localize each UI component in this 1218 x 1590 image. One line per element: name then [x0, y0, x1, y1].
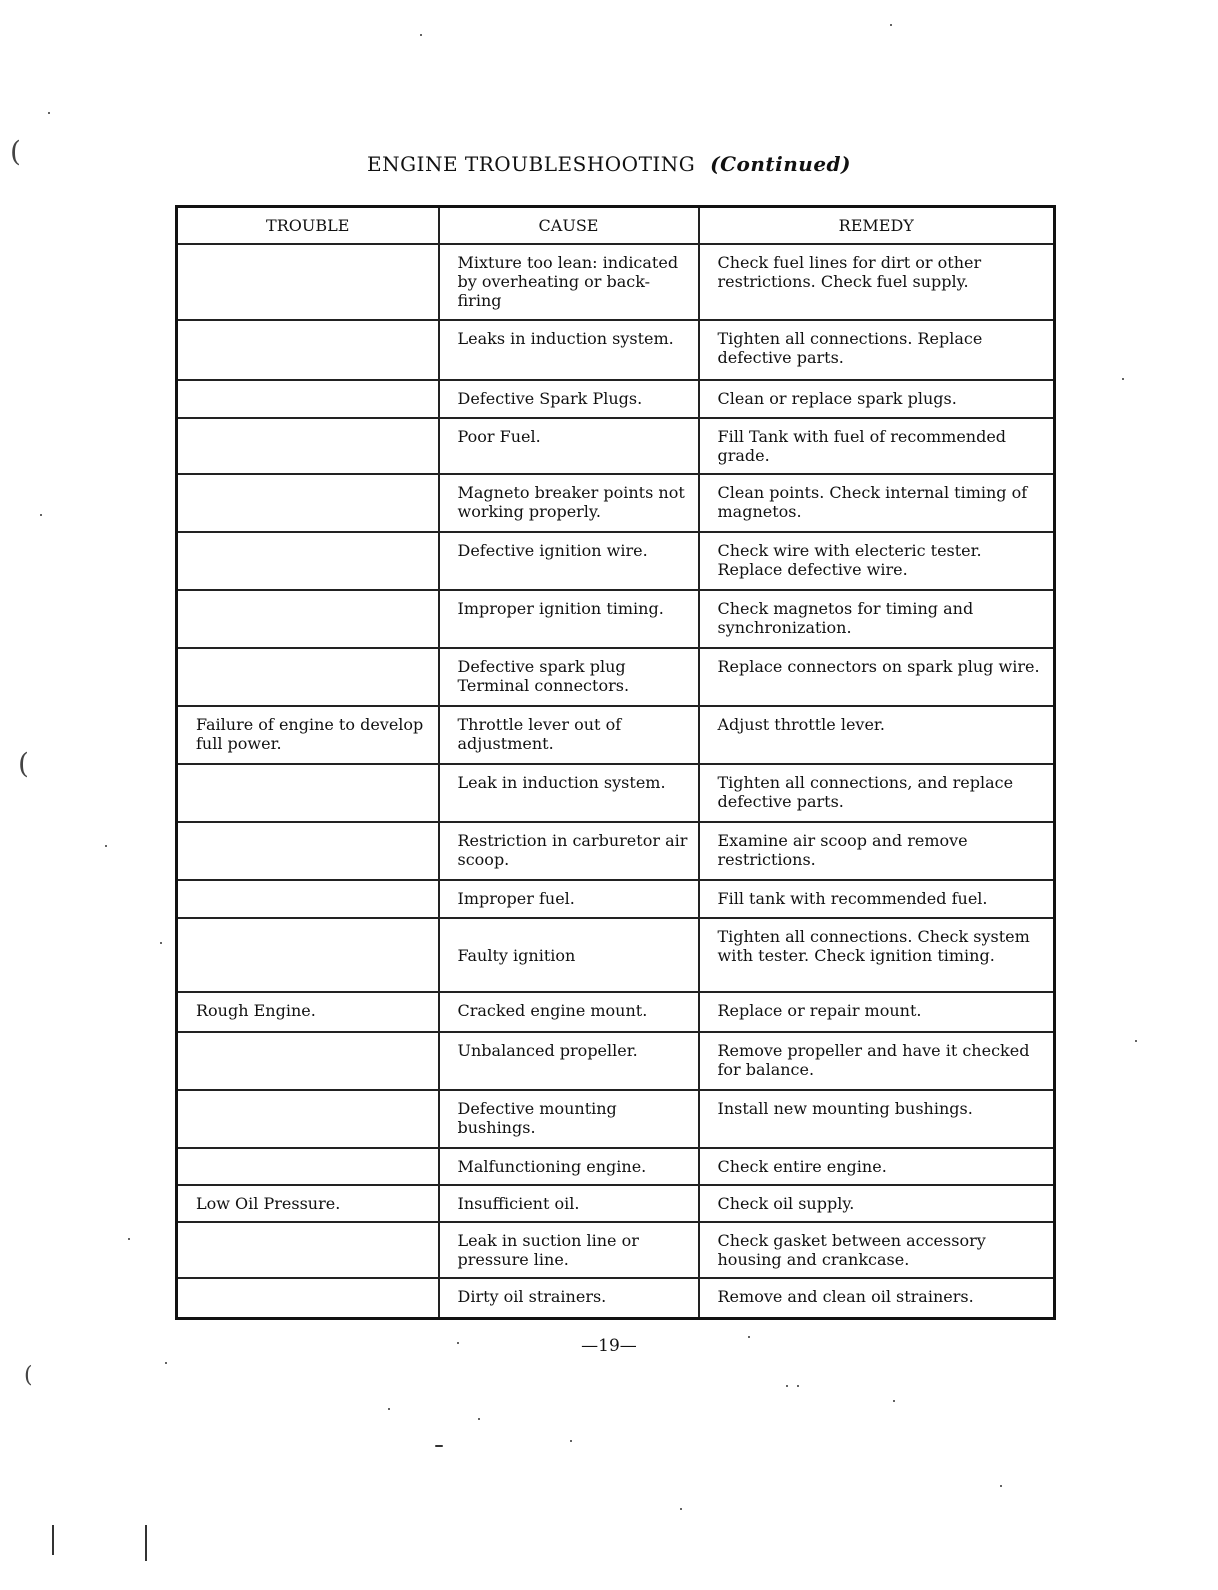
cause-cell: Leak in induction system.: [439, 764, 699, 822]
remedy-cell: Check oil supply.: [699, 1185, 1055, 1222]
scan-artifact: [52, 1525, 54, 1555]
scan-artifact: [748, 1336, 750, 1338]
table-row: [177, 992, 1055, 1032]
cause-cell: Faulty ignition: [439, 918, 699, 992]
cause-cell: Improper fuel.: [439, 880, 699, 918]
remedy-cell: Install new mounting bushings.: [699, 1090, 1055, 1148]
cause-cell: Mixture too lean: indicated by overheating or back-firing: [439, 244, 699, 320]
table-row: [177, 474, 1055, 532]
scan-artifact: [1122, 378, 1124, 380]
cause-cell: Magneto breaker points not working properly.: [439, 474, 699, 532]
table-row: [177, 764, 1055, 822]
table-row: [177, 1278, 1055, 1318]
trouble-cell: Rough Engine.: [177, 992, 439, 1032]
scan-artifact: [478, 1418, 480, 1420]
table-row: [177, 1090, 1055, 1148]
remedy-cell: Check entire engine.: [699, 1148, 1055, 1185]
scan-artifact: [160, 942, 162, 944]
table-row: [177, 1032, 1055, 1090]
scan-artifact: (: [18, 747, 29, 780]
scan-artifact: (: [10, 135, 21, 168]
cause-cell: Restriction in carburetor air scoop.: [439, 822, 699, 880]
scan-artifact: [435, 1445, 443, 1447]
scan-artifact: [128, 1238, 130, 1240]
cause-cell: Defective Spark Plugs.: [439, 380, 699, 418]
remedy-cell: Adjust throttle lever.: [699, 706, 1055, 764]
table-row: [177, 532, 1055, 590]
cause-cell: Leak in suction line or pressure line.: [439, 1222, 699, 1278]
remedy-cell: Check wire with electeric tester. Replace defective wire.: [699, 532, 1055, 590]
trouble-cell: [177, 1278, 439, 1318]
cause-cell: Improper ignition timing.: [439, 590, 699, 648]
scan-artifact: [893, 1400, 895, 1402]
page-title: [0, 152, 1218, 176]
scan-artifact: [570, 1440, 572, 1442]
header-cause: CAUSE: [439, 207, 699, 245]
title-main: ENGINE TROUBLESHOOTING: [366, 152, 696, 176]
scan-artifact: [165, 1362, 167, 1364]
trouble-cell: [177, 320, 439, 380]
scan-artifact: [457, 1342, 459, 1344]
trouble-cell: [177, 380, 439, 418]
cause-cell: Poor Fuel.: [439, 418, 699, 474]
cause-cell: Unbalanced propeller.: [439, 1032, 699, 1090]
trouble-cell: [177, 880, 439, 918]
trouble-cell: [177, 1090, 439, 1148]
trouble-cell: Low Oil Pressure.: [177, 1185, 439, 1222]
remedy-cell: Tighten all connections, and replace defective parts.: [699, 764, 1055, 822]
trouble-cell: [177, 822, 439, 880]
trouble-cell: [177, 532, 439, 590]
trouble-cell: [177, 918, 439, 992]
trouble-cell: [177, 648, 439, 706]
remedy-cell: Tighten all connections. Check system with tester. Check ignition timing.: [699, 918, 1055, 992]
table-row: [177, 648, 1055, 706]
header-trouble: TROUBLE: [177, 207, 439, 245]
trouble-cell: [177, 764, 439, 822]
cause-cell: Dirty oil strainers.: [439, 1278, 699, 1318]
table-row: [177, 918, 1055, 992]
scan-artifact: [40, 514, 42, 516]
trouble-cell: [177, 590, 439, 648]
table-row: [177, 822, 1055, 880]
remedy-cell: Examine air scoop and remove restrictions.: [699, 822, 1055, 880]
trouble-cell: [177, 474, 439, 532]
remedy-cell: Check fuel lines for dirt or other restrictions. Check fuel supply.: [699, 244, 1055, 320]
table-row: [177, 590, 1055, 648]
header-row: [177, 207, 1055, 245]
table-row: [177, 1148, 1055, 1185]
remedy-cell: Check gasket between accessory housing and crankcase.: [699, 1222, 1055, 1278]
scan-artifact: [420, 34, 422, 36]
remedy-cell: Clean points. Check internal timing of magnetos.: [699, 474, 1055, 532]
remedy-cell: Fill tank with recommended fuel.: [699, 880, 1055, 918]
remedy-cell: Tighten all connections. Replace defective parts.: [699, 320, 1055, 380]
remedy-cell: Replace or repair mount.: [699, 992, 1055, 1032]
scan-artifact: [786, 1385, 788, 1387]
scan-artifact: [1135, 1040, 1137, 1042]
scan-artifact: [145, 1525, 147, 1561]
table-row: [177, 320, 1055, 380]
cause-cell: Leaks in induction system.: [439, 320, 699, 380]
scan-artifact: [105, 845, 107, 847]
remedy-cell: Remove and clean oil strainers.: [699, 1278, 1055, 1318]
cause-cell: Cracked engine mount.: [439, 992, 699, 1032]
trouble-cell: [177, 418, 439, 474]
table-row: [177, 418, 1055, 474]
trouble-cell: Failure of engine to develop full power.: [177, 706, 439, 764]
table-row: [177, 380, 1055, 418]
scan-artifact: [48, 112, 50, 114]
trouble-cell: [177, 1032, 439, 1090]
scan-artifact: [890, 24, 892, 26]
remedy-cell: Replace connectors on spark plug wire.: [699, 648, 1055, 706]
troubleshooting-table: [175, 205, 1056, 1320]
scan-artifact: [680, 1508, 682, 1510]
table-row: [177, 1185, 1055, 1222]
scan-artifact: [388, 1408, 390, 1410]
cause-cell: Throttle lever out of adjustment.: [439, 706, 699, 764]
cause-cell: Defective spark plug Terminal connectors.: [439, 648, 699, 706]
remedy-cell: Remove propeller and have it checked for balance.: [699, 1032, 1055, 1090]
header-remedy: REMEDY: [699, 207, 1055, 245]
title-sub: (Continued): [710, 152, 852, 176]
remedy-cell: Clean or replace spark plugs.: [699, 380, 1055, 418]
scan-artifact: [1000, 1485, 1002, 1487]
cause-cell: Malfunctioning engine.: [439, 1148, 699, 1185]
remedy-cell: Check magnetos for timing and synchronization.: [699, 590, 1055, 648]
table-row: [177, 880, 1055, 918]
trouble-cell: [177, 1222, 439, 1278]
page-number: —19—: [581, 1336, 637, 1356]
remedy-cell: Fill Tank with fuel of recommended grade.: [699, 418, 1055, 474]
cause-cell: Insufficient oil.: [439, 1185, 699, 1222]
cause-cell: Defective mounting bushings.: [439, 1090, 699, 1148]
trouble-cell: [177, 1148, 439, 1185]
scan-artifact: [797, 1385, 799, 1387]
cause-cell: Defective ignition wire.: [439, 532, 699, 590]
table-row: [177, 1222, 1055, 1278]
table-row: [177, 706, 1055, 764]
table-row: [177, 244, 1055, 320]
scan-artifact: (: [24, 1363, 33, 1388]
trouble-cell: [177, 244, 439, 320]
